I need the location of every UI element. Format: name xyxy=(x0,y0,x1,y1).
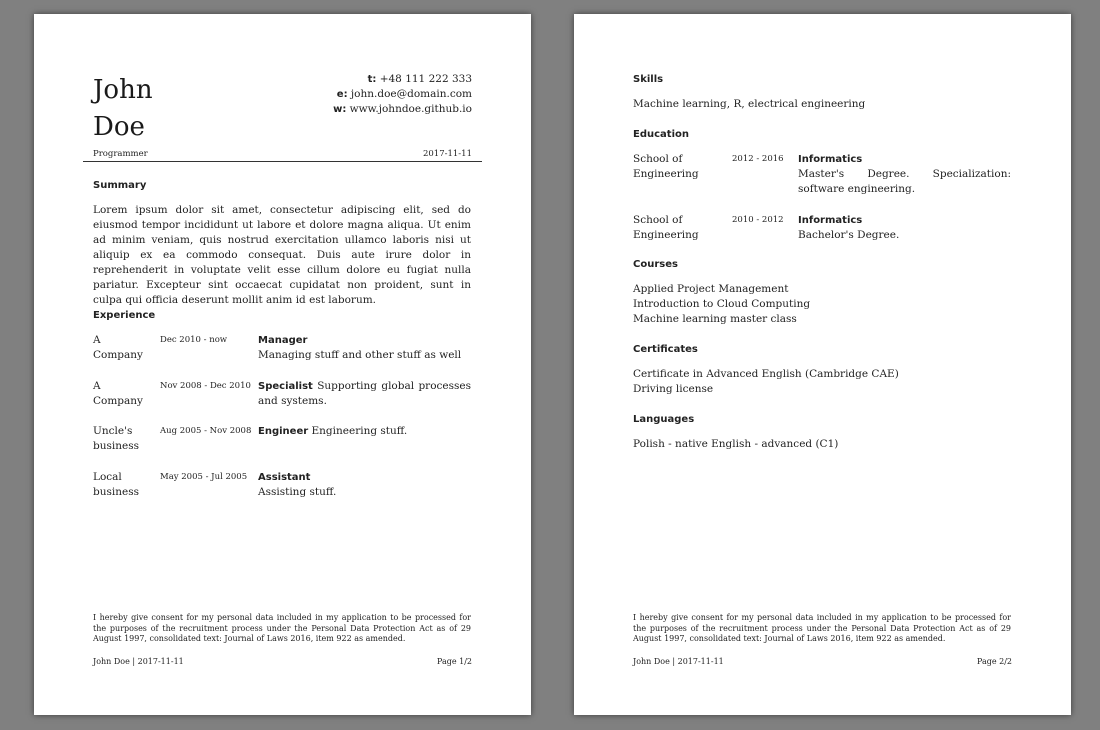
certificates-title: Certificates xyxy=(633,344,698,355)
contact-label: e: xyxy=(336,89,348,100)
header-date: 2017-11-11 xyxy=(422,149,472,159)
experience-company: Local business xyxy=(93,471,139,498)
experience-desc: Engineering stuff. xyxy=(311,425,408,437)
languages-value: Polish - native English - advanced (C1) xyxy=(633,438,839,450)
education-desc: Master's Degree. Specialization: software engineering. xyxy=(798,168,1011,195)
experience-company: Uncle's business xyxy=(93,425,139,452)
certificate-item: Driving license xyxy=(633,383,714,395)
consent-clause: I hereby give consent for my personal data included in my application to be processed for the purposes of the recruitment process under the Personal Data Protection Act as of 29 August 1997, consolidated text: Journal of Laws 2016, item 922 as amended. xyxy=(93,613,471,643)
experience-detail xyxy=(258,379,471,409)
experience-period: Dec 2010 - now xyxy=(160,335,228,345)
summary-title: Summary xyxy=(93,180,147,191)
contact-website xyxy=(333,102,472,117)
experience-desc: Assisting stuff. xyxy=(258,486,337,498)
experience-role: Specialist xyxy=(258,381,313,392)
experience-role: Assistant xyxy=(258,472,311,483)
education-field: Informatics xyxy=(798,215,863,226)
contact-label: t: xyxy=(367,74,377,85)
job-title: Programmer xyxy=(93,149,148,159)
experience-desc: Managing stuff and other stuff as well xyxy=(258,349,462,361)
skills-title: Skills xyxy=(633,74,664,85)
languages-text xyxy=(633,437,838,452)
education-school: School of Engineering xyxy=(633,214,699,241)
resume-page-1 xyxy=(34,14,531,715)
education-desc: Bachelor's Degree. xyxy=(798,229,900,241)
certificate-item: Certificate in Advanced English (Cambridge CAE) xyxy=(633,368,899,380)
page-number: Page 1/2 xyxy=(436,657,472,666)
experience-period: Aug 2005 - Nov 2008 xyxy=(160,426,252,436)
courses-title: Courses xyxy=(633,259,678,270)
education-period: 2012 - 2016 xyxy=(732,154,784,164)
resume-page-2 xyxy=(574,14,1071,715)
education-field: Informatics xyxy=(798,154,863,165)
header-divider xyxy=(83,161,482,162)
contact-label: w: xyxy=(333,104,347,115)
course-item: Machine learning master class xyxy=(633,313,797,325)
experience-role: Manager xyxy=(258,335,308,346)
first-name: John xyxy=(93,75,153,105)
page-number: Page 2/2 xyxy=(976,657,1012,666)
course-item: Applied Project Management xyxy=(633,283,789,295)
education-detail xyxy=(798,152,1011,197)
last-name: Doe xyxy=(93,112,145,142)
education-title: Education xyxy=(633,129,689,140)
experience-desc: Supporting global processes and systems. xyxy=(258,380,471,407)
experience-detail xyxy=(258,424,471,439)
experience-detail xyxy=(258,470,471,500)
experience-title: Experience xyxy=(93,310,156,321)
experience-company: A Company xyxy=(93,380,143,407)
experience-role: Engineer xyxy=(258,426,309,437)
experience-period: May 2005 - Jul 2005 xyxy=(160,472,248,482)
languages-title: Languages xyxy=(633,414,695,425)
experience-detail xyxy=(258,333,471,363)
certificates-list xyxy=(633,367,899,397)
phone-value: +48 111 222 333 xyxy=(379,73,472,85)
contact-email xyxy=(333,87,472,102)
summary-text: Lorem ipsum dolor sit amet, consectetur adipiscing elit, sed do eiusmod tempor incididunt ut labore et dolore magna aliqua. Ut enim ad minim veniam, quis nostrud exercitation ullamco laboris nisi ut aliquip ex ea commodo consequat. Duis aute irure dolor in reprehenderit in voluptate velit esse cillum dolore eu fugiat nulla pariatur. Excepteur sint occaecat cupidatat non proident, sunt in culpa qui officia deserunt mollit anim id est laborum. xyxy=(93,204,471,306)
experience-period: Nov 2008 - Dec 2010 xyxy=(160,381,251,391)
experience-company: A Company xyxy=(93,334,143,361)
full-name xyxy=(93,72,153,146)
course-item: Introduction to Cloud Computing xyxy=(633,298,811,310)
education-period: 2010 - 2012 xyxy=(732,215,784,225)
website-value[interactable]: www.johndoe.github.io xyxy=(349,103,472,115)
courses-list xyxy=(633,282,810,327)
footer-signature: John Doe | 2017-11-11 xyxy=(633,657,724,666)
contact-block xyxy=(333,72,472,117)
skills-value: Machine learning, R, electrical engineering xyxy=(633,98,866,110)
education-school: School of Engineering xyxy=(633,153,699,180)
email-value[interactable]: john.doe@domain.com xyxy=(350,88,472,100)
education-detail xyxy=(798,213,1011,243)
footer-signature: John Doe | 2017-11-11 xyxy=(93,657,184,666)
skills-text xyxy=(633,97,865,112)
consent-clause: I hereby give consent for my personal data included in my application to be processed for the purposes of the recruitment process under the Personal Data Protection Act as of 29 August 1997, consolidated text: Journal of Laws 2016, item 922 as amended. xyxy=(633,613,1011,643)
contact-phone xyxy=(333,72,472,87)
